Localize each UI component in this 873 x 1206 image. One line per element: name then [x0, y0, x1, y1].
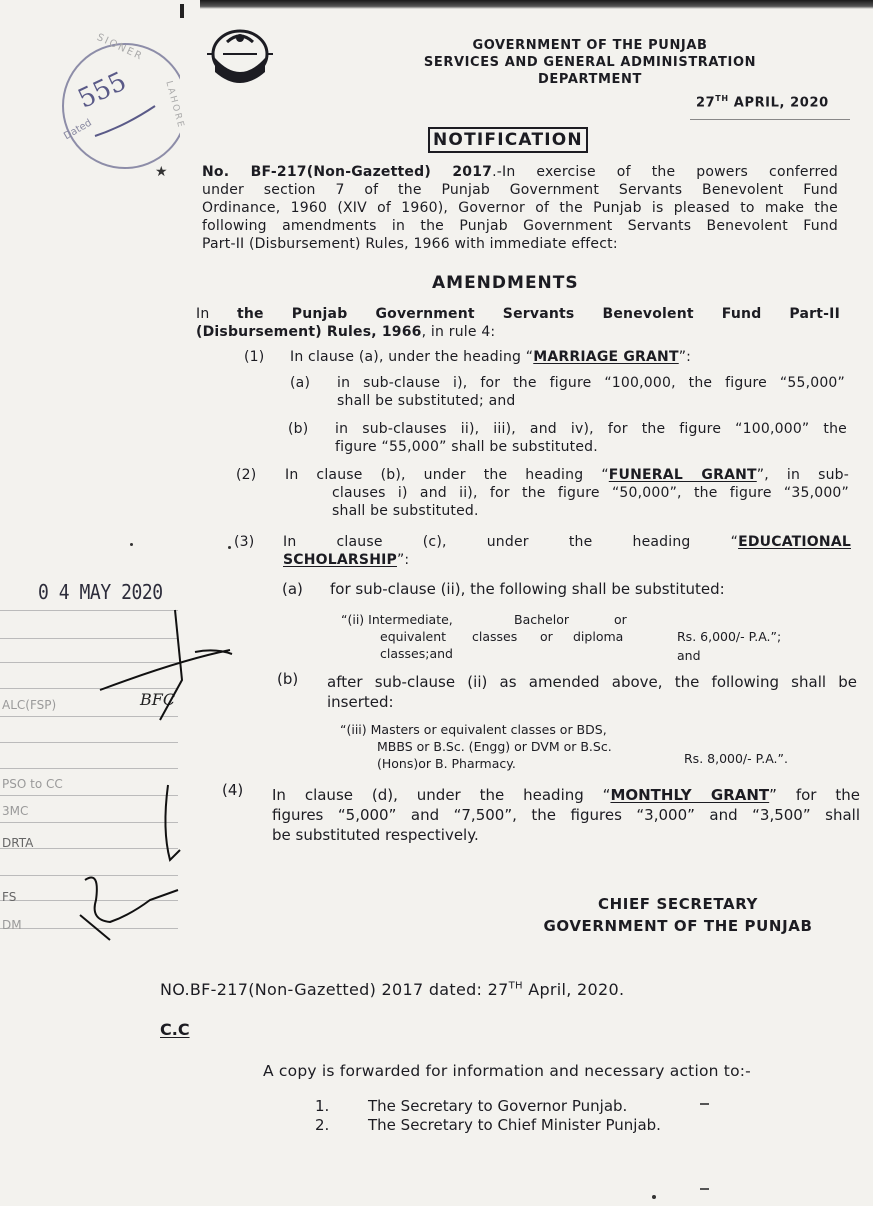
star-icon: ★ [155, 164, 168, 180]
scan-top-edge [200, 0, 873, 9]
clause3a-quote-classes: classes [472, 629, 518, 644]
clause1a-num: (a) [290, 375, 311, 391]
clause2-num: (2) [236, 467, 257, 483]
clause4-heading: MONTHLY GRANT [610, 786, 770, 804]
stamp-row-alc: ALC(FSP) [2, 698, 57, 712]
handwritten-signature-marks [0, 570, 240, 960]
clause3-heading: EDUCATIONAL [738, 534, 851, 550]
clause3a-text: for sub-clause (ii), the following shall be substituted: [330, 580, 725, 598]
clause3b-num: (b) [277, 670, 299, 688]
clause1-text: In clause (a), under the heading “MARRIAGE GRANT”: [290, 349, 692, 365]
clause3a-quote-line3: classes;and [380, 646, 453, 661]
clause2-heading: FUNERAL GRANT [608, 467, 757, 483]
diary-stamp [0, 570, 180, 960]
footer-list [315, 1097, 661, 1135]
stamp-date: 0 4 MAY 2020 [38, 580, 163, 604]
clause3-text: In clause (c), under the heading “EDUCATIONAL SCHOLARSHIP”: [283, 534, 851, 568]
clause3a-quote-equivalent: equivalent [380, 629, 447, 644]
header-line1: GOVERNMENT OF THE PUNJAB [472, 38, 708, 53]
rules-intro: In the Punjab Government Servants Benevolent Fund Part-II (Disbursement) Rules, 1966, in rule 4: [196, 306, 840, 340]
clause1-heading: MARRIAGE GRANT [533, 349, 679, 365]
stamp-row-3mc: 3MC [2, 804, 29, 818]
dot-mark [228, 546, 231, 549]
clause1b-text: in sub-clauses ii), iii), and iv), for the figure “100,000” the figure “55,000” shall be substituted. [335, 421, 847, 455]
footer-cc: C.C [160, 1020, 190, 1039]
dot-mark [652, 1195, 656, 1199]
notification-title: NOTIFICATION [428, 127, 588, 153]
footer-forward: A copy is forwarded for information and necessary action to:- [263, 1062, 751, 1080]
clause3-num: (3) [234, 534, 255, 550]
header-line2: SERVICES AND GENERAL ADMINISTRATION [423, 55, 757, 70]
receipt-stamp-number: 555 [73, 66, 132, 115]
signature-title1: CHIEF SECRETARY [598, 895, 758, 913]
clause1-num: (1) [244, 349, 265, 365]
list-item: 1. The Secretary to Governor Punjab. [315, 1097, 628, 1115]
amendments-heading: AMENDMENTS [432, 273, 579, 293]
footer-reference: NO.BF-217(Non-Gazetted) 2017 dated: 27TH April, 2020. [160, 980, 625, 999]
clause3a-quote-bachelor: Bachelor [514, 612, 569, 627]
clause4-num: (4) [222, 781, 244, 799]
signature-block [528, 893, 828, 937]
stamp-row-fs: FS [2, 890, 17, 904]
stamp-row-pso: PSO to CC [2, 777, 63, 791]
date-underline [690, 119, 850, 120]
header-block [380, 37, 800, 88]
round-stamp-lahore: LAHORE [163, 79, 186, 131]
list-item: 2. The Secretary to Chief Minister Punjab. [315, 1116, 661, 1134]
notification-number: No. BF-217(Non-Gazetted) 2017 [202, 164, 493, 180]
stamp-row-dm: DM [2, 918, 22, 932]
clause3a-amount: Rs. 6,000/- P.A.”; [677, 629, 782, 644]
header-date: 27TH APRIL, 2020 [696, 94, 829, 111]
signature-title2: GOVERNMENT OF THE PUNJAB [543, 917, 813, 935]
receipt-stamp-dated: Dated [62, 117, 94, 143]
intro-paragraph: No. BF-217(Non-Gazetted) 2017.-In exercise of the powers conferred under section 7 of the Punjab Government Servants Benevolent Fund Ordinance, 1960 (XIV of 1960), Governor of the Punjab is pleased to make the following amendments in the Punjab Government Servants Benevolent Fund Part-II (Disbursement) Rules, 1966 with immediate effect: [202, 164, 838, 252]
receipt-stamp-arc: SIONER [95, 31, 145, 64]
clause3a-quote-or: or [614, 612, 627, 627]
clause3a-and: and [677, 648, 701, 663]
clause3a-quote-or2: or [540, 629, 553, 644]
clause1a-text: in sub-clause i), for the figure “100,000, the figure “55,000” shall be substituted; and [337, 375, 845, 409]
clause3a-quote-diploma: diploma [573, 629, 624, 644]
dash-mark [700, 1188, 709, 1190]
dash-mark [700, 1103, 709, 1105]
receipt-stamp [55, 36, 180, 186]
header-line3: DEPARTMENT [538, 72, 642, 87]
clause1b-num: (b) [288, 421, 309, 437]
clause4-text: In clause (d), under the heading “MONTHLY GRANT” for the figures “5,000” and “7,500”, the figures “3,000” and “3,500” shall be substituted respectively. [272, 786, 860, 844]
clause3b-amount: Rs. 8,000/- P.A.”. [684, 751, 788, 766]
clause3a-num: (a) [282, 580, 303, 598]
clause3a-quote-line1: “(ii) Intermediate, [341, 612, 453, 627]
clause2-text: In clause (b), under the heading “FUNERAL GRANT”, in sub- clauses i) and ii), for the figure “50,000”, the figure “35,000” shall be substituted. [285, 467, 849, 519]
clause3b-quote: “(iii) Masters or equivalent classes or BDS, MBBS or B.Sc. (Engg) or DVM or B.Sc. (Hons)or B. Pharmacy. [340, 722, 612, 771]
punjab-government-emblem-icon [205, 24, 275, 90]
stamp-row-drta: DRTA [2, 836, 34, 850]
dot-mark [130, 543, 133, 546]
scan-mark [180, 4, 184, 18]
stamp-initials: BFC [140, 690, 176, 709]
clause3b-text: after sub-clause (ii) as amended above, the following shall be inserted: [327, 673, 857, 711]
